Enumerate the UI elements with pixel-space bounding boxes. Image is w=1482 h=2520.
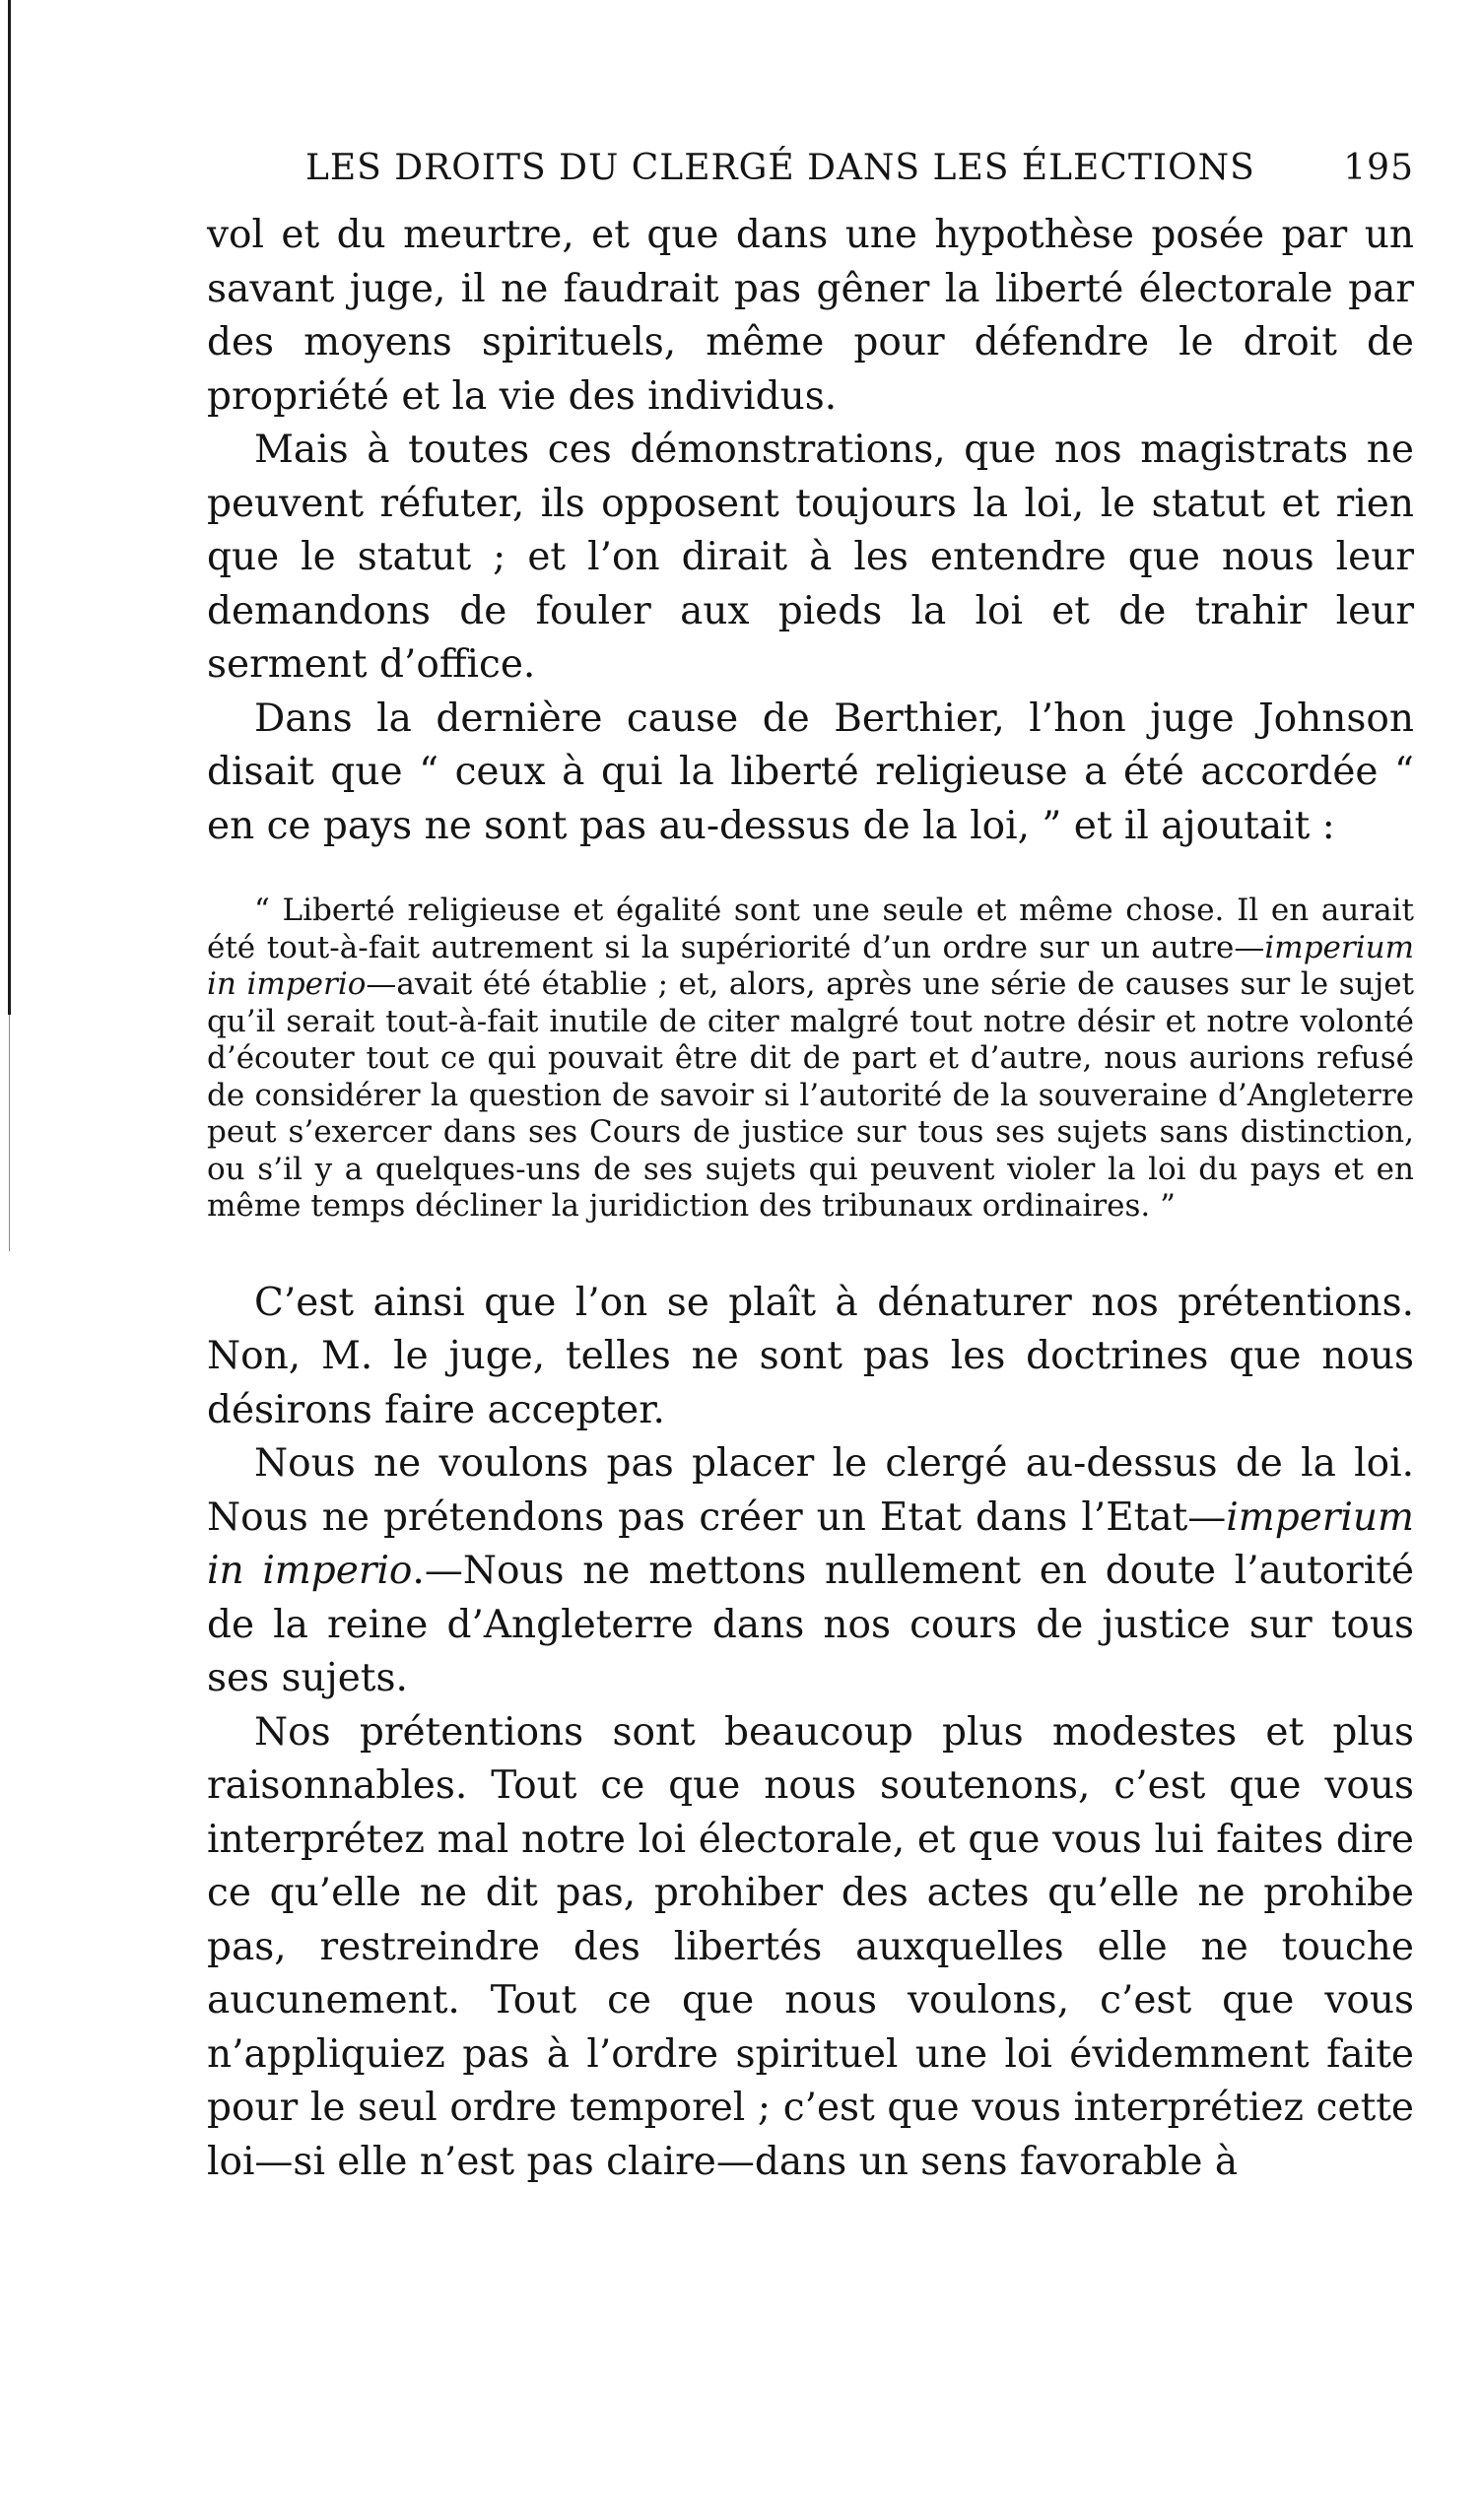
book-page bbox=[207, 148, 1414, 2189]
page-number: 195 bbox=[1343, 148, 1414, 188]
body-text-lower bbox=[207, 1277, 1414, 2190]
page-edge-rule-faint bbox=[9, 1015, 10, 1251]
page-edge-rule bbox=[8, 0, 11, 1015]
quote-text-part2: —avait été établie ; et, alors, après une série de causes sur le sujet qu’il serait tout-à-fait inutile de citer malgré tout notre désir et notre volonté d’écouter tout ce qui pouvait être dit de part et d’autre, nous aurions refusé de considérer la question de savoir si l’autorité de la souveraine d’Angleterre peut s’exercer dans ses Cours de justice sur tous ses sujets sans distinction, ou s’il y a quelques-uns de ses sujets qui peuvent violer la loi du pays et en même temps décliner la juridiction des tribunaux ordinaires. ” bbox=[207, 966, 1414, 1224]
body-text-upper bbox=[207, 209, 1414, 853]
paragraph-clerge-loi-part1: Nous ne voulons pas placer le clergé au-dessus de la loi. Nous ne prétendons pas créer un Etat dans l’Etat— bbox=[207, 1441, 1414, 1540]
paragraph-clerge-loi-part2: .—Nous ne mettons nullement en doute l’autorité de la reine d’Angleterre dans nos cours de justice sur tous ses sujets. bbox=[207, 1549, 1414, 1700]
paragraph-continuation: vol et du meurtre, et que dans une hypothèse posée par un savant juge, il ne faudrait pas gêner la liberté électorale par des moyens spirituels, même pour défendre le droit de propriété et la vie des individus. bbox=[207, 213, 1414, 419]
quote-text-part1: “ Liberté religieuse et égalité sont une seule et même chose. Il en aurait été tout-à-fait autrement si la supériorité d’un ordre sur un autre— bbox=[207, 893, 1414, 965]
block-quote-johnson bbox=[207, 893, 1414, 1226]
paragraph-clerge-loi-italic: imperium in imperio bbox=[207, 1494, 1414, 1593]
quote-italic-phrase: imperium in imperio bbox=[207, 929, 1414, 1002]
paragraph-pretentions: C’est ainsi que l’on se plaît à dénaturer nos prétentions. Non, M. le juge, telles ne sont pas les doctrines que nous désirons faire accepter. bbox=[207, 1280, 1414, 1432]
running-head bbox=[207, 148, 1414, 197]
paragraph-berthier: Dans la dernière cause de Berthier, l’hon juge Johnson disait que “ ceux à qui la liberté religieuse a été accordée “ en ce pays ne sont pas au-dessus de la loi, ” et il ajoutait : bbox=[207, 696, 1414, 848]
quote-paragraph bbox=[207, 893, 1414, 1226]
paragraph-magistrats: Mais à toutes ces démonstrations, que nos magistrats ne peuvent réfuter, ils opposent toujours la loi, le statut et rien que le statut ; et l’on dirait à les entendre que nous leur demandons de fouler aux pieds la loi et de trahir leur serment d’office. bbox=[207, 428, 1414, 687]
running-head-title: LES DROITS DU CLERGÉ DANS LES ÉLECTIONS bbox=[305, 148, 1255, 188]
paragraph-clerge-loi bbox=[207, 1437, 1414, 1706]
paragraph-raisonnables: Nos prétentions sont beaucoup plus modestes et plus raisonnables. Tout ce que nous soutenons, c’est que vous interprétez mal notre loi électorale, et que vous lui faites dire ce qu’elle ne dit pas, prohiber des actes qu’elle ne prohibe pas, restreindre des libertés auxquelles elle ne touche aucunement. Tout ce que nous voulons, c’est que vous n’appliquiez pas à l’ordre spirituel une loi évidemment faite pour le seul ordre temporel ; c’est que vous interprétiez cette loi—si elle n’est pas claire—dans un sens favorable à bbox=[207, 1709, 1414, 2184]
